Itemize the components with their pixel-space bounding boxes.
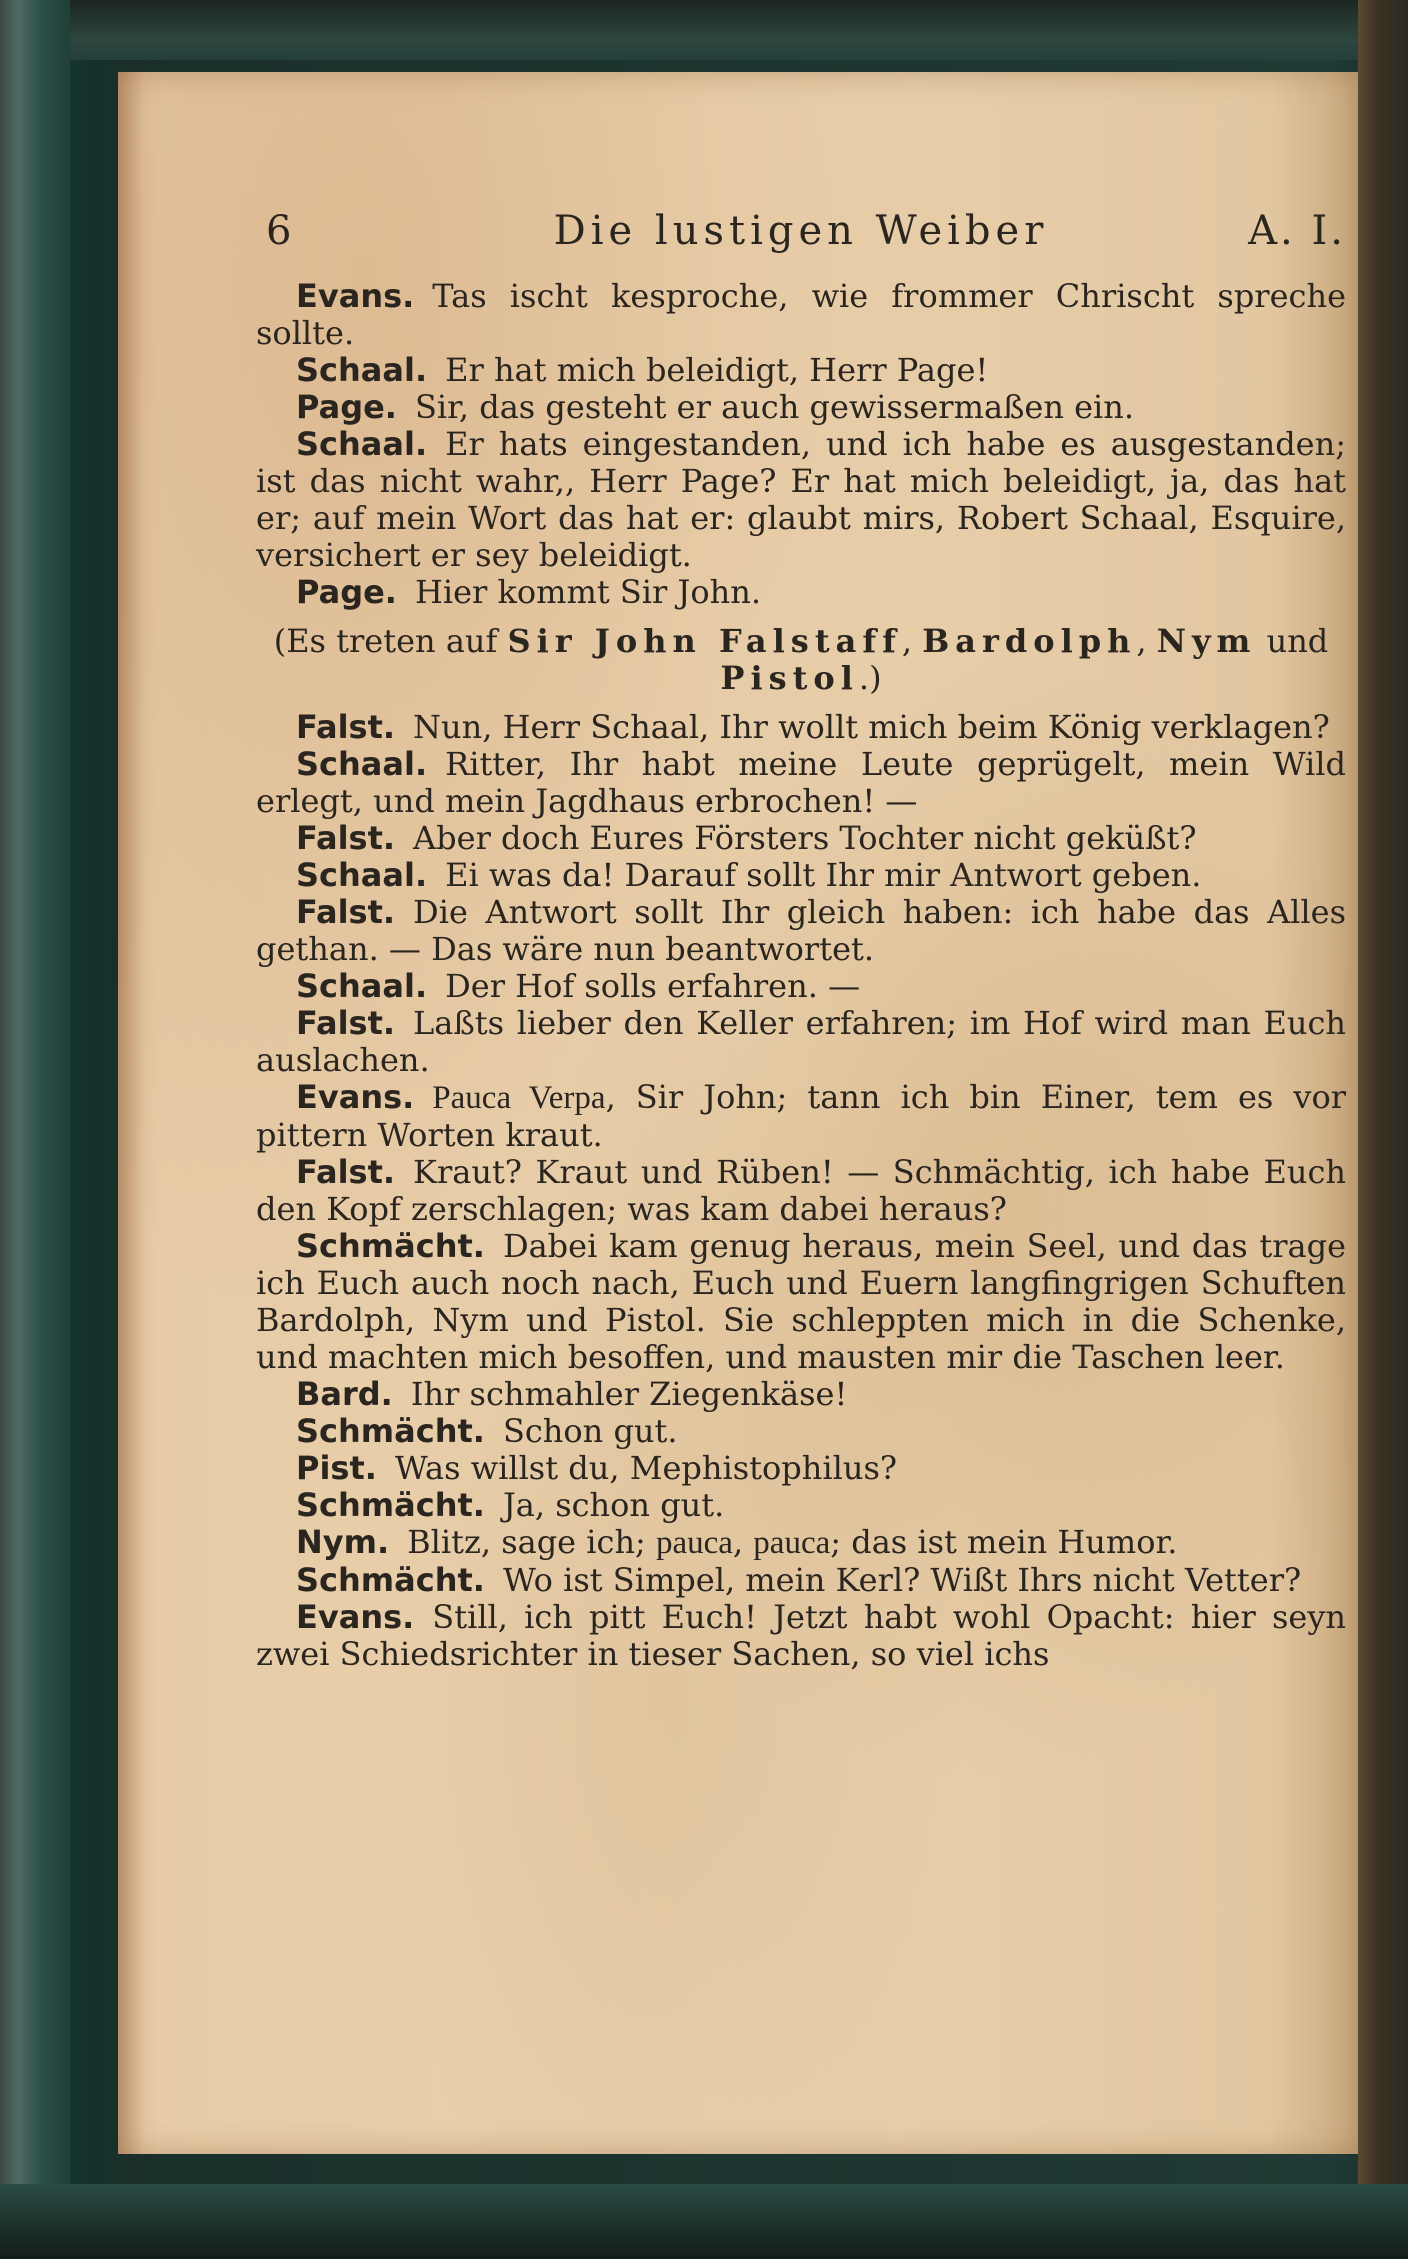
speech	[256, 1413, 1346, 1450]
speech-text: ; das ist mein Humor.	[830, 1523, 1178, 1561]
speech	[256, 574, 1346, 611]
speaker-name: Evans.	[296, 277, 415, 315]
cover-bottom-edge	[0, 2184, 1408, 2259]
speaker-name: Schaal.	[296, 745, 428, 783]
speech-text: Schon gut.	[502, 1412, 678, 1450]
stage-direction	[256, 623, 1346, 697]
speech	[256, 894, 1346, 968]
speech-text: Still, ich pitt Euch! Jetzt habt wohl Opacht: hier seyn zwei Schiedsrichter in tieser Sachen, so viel ichs	[256, 1598, 1346, 1673]
dialogue-section-3	[256, 1154, 1346, 1562]
speech-text: Tas ischt kesproche, wie frommer Chrischt spreche sollte.	[256, 277, 1346, 352]
speaker-name: Evans.	[296, 1598, 415, 1636]
speech-text: Aber doch Eures Försters Tochter nicht geküßt?	[413, 819, 1197, 857]
cover-right-edge	[1358, 0, 1408, 2259]
speech-text: Blitz, sage ich;	[407, 1523, 646, 1561]
speech-text: Ei was da! Darauf sollt Ihr mir Antwort geben.	[445, 856, 1202, 894]
dialogue-section-1	[256, 278, 1346, 611]
speaker-name: Pist.	[296, 1449, 377, 1487]
latin-phrase: Pauca Verpa	[432, 1080, 606, 1116]
speech	[256, 1228, 1346, 1376]
speech	[256, 1450, 1346, 1487]
speech-text: Nun, Herr Schaal, Ihr wollt mich beim König verklagen?	[413, 708, 1330, 746]
speech	[256, 1005, 1346, 1079]
speech-text: Sir, das gesteht er auch gewissermaßen ein.	[414, 388, 1135, 426]
speech-text: Hier kommt Sir John.	[414, 573, 761, 611]
speaker-name: Falst.	[296, 819, 396, 857]
speaker-name: Nym.	[296, 1523, 390, 1561]
dialogue-section-4	[256, 1562, 1346, 1673]
speech	[256, 1079, 1346, 1154]
page-text-block	[256, 208, 1346, 1673]
speaker-name: Falst.	[296, 1153, 396, 1191]
speech-text: Er hats eingestanden, und ich habe es ausgestanden; ist das nicht wahr,, Herr Page? Er hat mich beleidigt, ja, das hat er; auf mein Wort das hat er: glaubt mirs, Robert Schaal, Esquire, versichert er sey beleidigt.	[256, 425, 1346, 574]
speech	[256, 1376, 1346, 1413]
act-marker: A. I.	[1248, 208, 1346, 254]
speech-text: Der Hof solls erfahren. —	[445, 967, 861, 1005]
speaker-name: Page.	[296, 388, 397, 426]
speech-text: , Sir John; tann ich bin Einer, tem es vor pittern Worten kraut.	[256, 1078, 1347, 1154]
speech	[256, 746, 1346, 820]
speech-text: Laßts lieber den Keller erfahren; im Hof wird man Euch auslachen.	[256, 1004, 1346, 1079]
speaker-name: Schmächt.	[296, 1412, 485, 1450]
speaker-name: Schmächt.	[296, 1486, 485, 1524]
dialogue-section-2	[256, 709, 1346, 1154]
speech	[256, 352, 1346, 389]
speech	[256, 389, 1346, 426]
character-name: Pistol	[720, 659, 859, 697]
speaker-name: Page.	[296, 573, 397, 611]
speech-text: Wo ist Simpel, mein Kerl? Wißt Ihrs nicht Vetter?	[502, 1561, 1302, 1599]
cover-top-edge	[0, 0, 1408, 60]
speech	[256, 820, 1346, 857]
speech	[256, 278, 1346, 352]
speech	[256, 968, 1346, 1005]
latin-phrase: pauca	[656, 1525, 733, 1561]
speaker-name: Falst.	[296, 708, 396, 746]
speaker-name: Schaal.	[296, 856, 428, 894]
speech-text: Was willst du, Mephistophilus?	[394, 1449, 898, 1487]
speaker-name: Bard.	[296, 1375, 393, 1413]
speech	[256, 857, 1346, 894]
speaker-name: Evans.	[296, 1078, 415, 1116]
speech-text: Ja, schon gut.	[502, 1486, 725, 1524]
page-gutter-shadow	[118, 72, 144, 2154]
page-header	[256, 208, 1346, 278]
speech	[256, 1562, 1346, 1599]
speech	[256, 1154, 1346, 1228]
running-title: Die lustigen Weiber	[553, 208, 1049, 254]
speech-text: Er hat mich beleidigt, Herr Page!	[445, 351, 989, 389]
latin-phrase: pauca	[753, 1525, 831, 1561]
speech	[256, 709, 1346, 746]
speaker-name: Schaal.	[296, 967, 428, 1005]
book-page	[118, 72, 1358, 2154]
stage-punct: ,	[901, 622, 913, 660]
speaker-name: Schaal.	[296, 425, 428, 463]
cover-spine-edge	[0, 0, 70, 2259]
stage-open: (Es treten auf	[273, 622, 498, 660]
speaker-name: Schaal.	[296, 351, 428, 389]
speech	[256, 1524, 1346, 1562]
speech	[256, 1599, 1346, 1673]
speaker-name: Falst.	[296, 1004, 396, 1042]
speech	[256, 426, 1346, 574]
speech-text: Die Antwort sollt Ihr gleich haben: ich habe das Alles gethan. — Das wäre nun beantwortet.	[256, 893, 1346, 968]
stage-punct: ,	[1136, 622, 1147, 660]
speech-text: Ritter, Ihr habt meine Leute geprügelt, mein Wild erlegt, und mein Jagdhaus erbrochen! —	[256, 745, 1346, 820]
speech	[256, 1487, 1346, 1524]
speech-text: Kraut? Kraut und Rüben! — Schmächtig, ich habe Euch den Kopf zerschlagen; was kam dabei heraus?	[256, 1153, 1346, 1228]
page-number: 6	[266, 208, 292, 254]
speech-punct: ,	[732, 1523, 744, 1561]
stage-close: .)	[858, 659, 882, 697]
speaker-name: Schmächt.	[296, 1227, 485, 1265]
speaker-name: Schmächt.	[296, 1561, 485, 1599]
speech-text: Dabei kam genug heraus, mein Seel, und das trage ich Euch auch noch nach, Euch und Euern langfingrigen Schuften Bardolph, Nym und Pistol. Sie schleppten mich in die Schenke, und machten mich besoffen, und mausten mir die Taschen leer.	[256, 1227, 1346, 1376]
character-name: Bardolph	[922, 622, 1137, 660]
speech-text: Ihr schmahler Ziegenkäse!	[410, 1375, 848, 1413]
character-name: Sir John Falstaff	[507, 622, 902, 660]
stage-and: und	[1266, 622, 1329, 660]
speaker-name: Falst.	[296, 893, 396, 931]
character-name: Nym	[1156, 622, 1257, 660]
